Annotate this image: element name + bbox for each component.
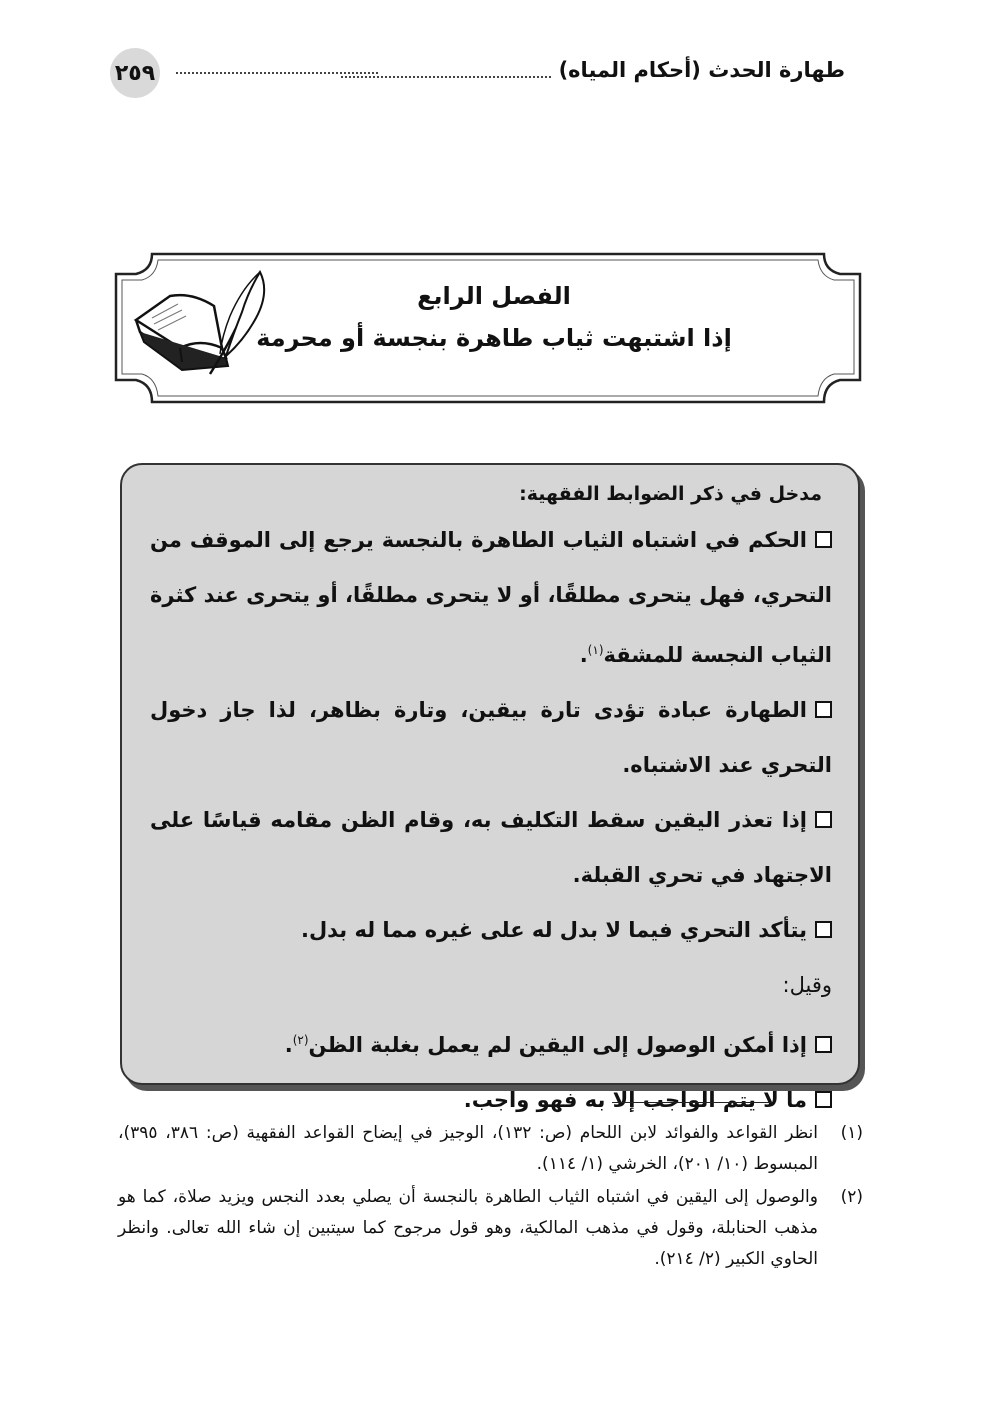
rule-text: الحكم في اشتباه الثياب الطاهرة بالنجسة يرجع إلى الموقف من التحري، فهل يتحرى مطلقًا، أو لا يتحرى مطلقًا، أو يتحرى عند كثرة الثياب النجسة للمشقة	[150, 528, 832, 667]
footnotes	[118, 1118, 863, 1277]
footnote-ref: (٢)	[292, 1033, 309, 1047]
checkbox-bullet-icon	[815, 921, 832, 938]
rule-end: .	[579, 643, 588, 667]
running-title: طهارة الحدث (أحكام المياه)	[558, 58, 845, 82]
checkbox-bullet-icon	[815, 1036, 832, 1053]
footnote-item	[118, 1182, 863, 1275]
jurisprudential-rules-box	[120, 463, 860, 1112]
header-dots-right	[341, 62, 551, 78]
footnote-separator	[612, 1102, 772, 1103]
rule-item	[150, 683, 832, 793]
rule-text: إذا تعذر اليقين سقط التكليف به، وقام الظن مقامه قياسًا على الاجتهاد في تحري القبلة.	[150, 808, 832, 887]
qila-label: وقيل:	[782, 973, 832, 997]
footnote-text: انظر القواعد والفوائد لابن اللحام (ص: ١٣٢)، الوجيز في إيضاح القواعد الفقهية (ص: ٣٨٦، ٣٩٥)، المبسوط (١٠/ ٢٠١)، الخرشي (١/ ١١٤).	[118, 1123, 819, 1174]
checkbox-bullet-icon	[815, 701, 832, 718]
footnote-ref: (١)	[587, 643, 604, 657]
page-header	[110, 48, 845, 98]
rule-text: ما لا يتم الواجب إلا به فهو واجب.	[463, 1088, 807, 1112]
rule-item	[150, 903, 832, 958]
rule-text: يتأكد التحري فيما لا بدل له على غيره مما له بدل.	[300, 918, 807, 942]
rules-box-heading: مدخل في ذكر الضوابط الفقهية:	[519, 483, 822, 505]
checkbox-bullet-icon	[815, 811, 832, 828]
chapter-subtitle: إذا اشتبهت ثياب طاهرة بنجسة أو محرمة	[256, 324, 732, 352]
running-title-wrap	[341, 58, 845, 82]
chapter-title-frame	[112, 250, 864, 406]
footnote-number: (٢)	[840, 1187, 863, 1207]
rule-item	[150, 793, 832, 903]
checkbox-bullet-icon	[815, 1091, 832, 1108]
chapter-heading	[234, 282, 754, 352]
footnote-text: والوصول إلى اليقين في اشتباه الثياب الطاهرة بالنجسة أن يصلي بعدد النجس ويزيد صلاة، كما هو مذهب الحنابلة، وقول في مذهب المالكية، وهو قول مرجوح كما سيتبين إن شاء الله تعالى. وانظر الحاوي الكبير (٢/ ٢١٤).	[118, 1187, 818, 1269]
footnote-item	[118, 1118, 863, 1180]
rule-item	[150, 1013, 832, 1073]
footnote-number: (١)	[840, 1123, 863, 1143]
rule-text: الطهارة عبادة تؤدى تارة بيقين، وتارة بظاهر، لذا جاز دخول التحري عند الاشتباه.	[150, 698, 832, 777]
checkbox-bullet-icon	[815, 531, 832, 548]
rule-item	[150, 513, 832, 683]
rule-text: إذا أمكن الوصول إلى اليقين لم يعمل بغلبة الظن	[308, 1033, 807, 1057]
rule-end: .	[284, 1033, 293, 1057]
page-number: ٢٥٩	[110, 48, 160, 98]
chapter-title: الفصل الرابع	[417, 282, 571, 310]
